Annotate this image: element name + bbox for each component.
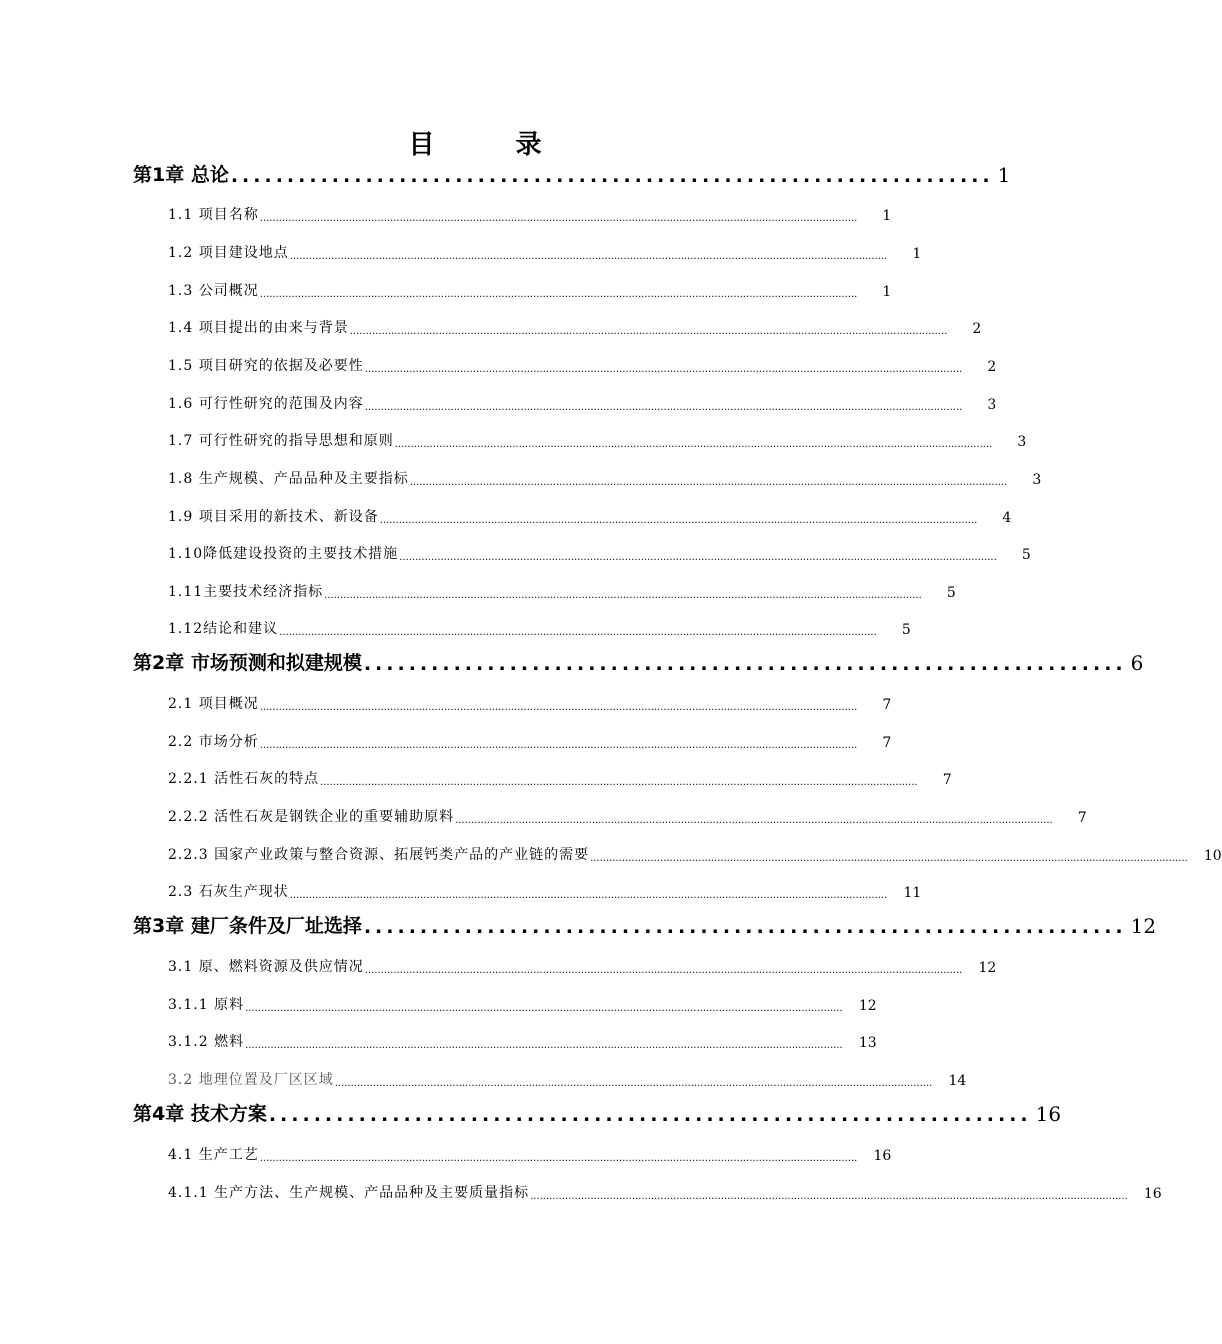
leader-dots: ............................................................................................................................................................................................ (259, 702, 858, 713)
section-label: 1.10降低建设投资的主要技术措施 (168, 546, 399, 562)
leader-dots: ............................................................................................................................................................................................ (590, 853, 1188, 864)
page-number: 1 (997, 163, 1011, 187)
toc-section-1-9[interactable] (168, 508, 1012, 526)
leader-dots: ............................................................................................................................................................................................ (409, 477, 1008, 488)
page-number: 6 (1130, 651, 1144, 675)
page-number: 7 (882, 697, 892, 713)
page-number: 11 (903, 885, 922, 901)
toc-chapter-2[interactable] (133, 649, 1144, 675)
leader-dots: ............................................................................................................................................................................................ (394, 439, 993, 450)
page-number: 12 (1130, 914, 1157, 938)
page-number: 3 (1032, 472, 1042, 488)
leader-dots: ............................................................................................................................................................................................ (245, 1003, 843, 1014)
section-label: 1.4 项目提出的由来与背景 (168, 320, 349, 336)
toc-title: 目 录 (408, 130, 578, 160)
leader-dots: ............................................................................................................................................................................................ (289, 251, 888, 262)
page-number: 2 (987, 359, 997, 375)
leader-dots: ............................................................................................................................................................................................ (364, 402, 963, 413)
page-number: 4 (1002, 510, 1012, 526)
page-number: 7 (942, 772, 952, 788)
section-label: 1.1 项目名称 (168, 207, 259, 223)
leader-dots: ............................................................................................................................................................................................ (259, 1153, 858, 1164)
page-number: 12 (858, 998, 877, 1014)
leader-dots: ............................................................................................................................................................................................ (245, 1040, 843, 1051)
chapter-label: 第2章 市场预测和拟建规模 (133, 652, 362, 674)
page-number: 2 (972, 321, 982, 337)
page-number: 16 (1035, 1102, 1062, 1126)
toc-section-1-4[interactable] (168, 319, 982, 337)
leader-dots: ............................................................................................................................................................................................ (364, 364, 963, 375)
toc-section-2-3[interactable] (168, 883, 922, 901)
leader-dots: ............................................................................................................................................................................................ (364, 965, 963, 976)
page-number: 1 (882, 284, 892, 300)
leader-dots: ............................................................................................................................................................................................ (334, 1078, 933, 1089)
toc-section-4-1-1[interactable] (168, 1184, 1162, 1202)
section-label: 3.1 原、燃料资源及供应情况 (168, 959, 364, 975)
toc-section-1-6[interactable] (168, 395, 997, 413)
toc-section-1-10[interactable] (168, 545, 1031, 563)
section-label: 2.2.1 活性石灰的特点 (168, 771, 320, 787)
leader-dots: .................................................................... (363, 916, 1127, 938)
toc-section-4-1[interactable] (168, 1146, 892, 1164)
page-number: 10 (1203, 848, 1222, 864)
page-number: 5 (1021, 547, 1031, 563)
chapter-label: 第3章 建厂条件及厂址选择 (133, 915, 362, 937)
chapter-label: 第1章 总论 (133, 164, 229, 186)
toc-section-1-12[interactable] (168, 620, 911, 638)
toc-section-1-8[interactable] (168, 470, 1042, 488)
section-label: 1.11主要技术经济指标 (168, 584, 324, 600)
page-number: 5 (946, 585, 956, 601)
section-label: 2.2.2 活性石灰是钢铁企业的重要辅助原料 (168, 809, 455, 825)
toc-section-1-3[interactable] (168, 282, 892, 300)
toc-section-1-2[interactable] (168, 244, 922, 262)
leader-dots: ............................................................................................................................................................................................ (349, 326, 948, 337)
leader-dots: ............................................................................................................................................................................................ (379, 515, 978, 526)
section-label: 1.8 生产规模、产品品种及主要指标 (168, 471, 409, 487)
toc-section-1-11[interactable] (168, 583, 956, 601)
section-label: 1.2 项目建设地点 (168, 245, 289, 261)
toc-section-2-1[interactable] (168, 695, 892, 713)
section-label: 4.1 生产工艺 (168, 1147, 259, 1163)
leader-dots: ............................................................................................................................................................................................ (455, 815, 1053, 826)
toc-section-2-2-2[interactable] (168, 808, 1087, 826)
leader-dots: .................................................................... (363, 653, 1127, 675)
section-label: 3.1.1 原料 (168, 997, 245, 1013)
page-number: 14 (948, 1073, 967, 1089)
page-number: 3 (987, 397, 997, 413)
leader-dots: ............................................................................................................................................................................................ (530, 1191, 1128, 1202)
section-label: 4.1.1 生产方法、生产规模、产品品种及主要质量指标 (168, 1185, 530, 1201)
section-label: 1.5 项目研究的依据及必要性 (168, 358, 364, 374)
page-number: 1 (912, 246, 922, 262)
leader-dots: .................................................................... (268, 1104, 1032, 1126)
toc-section-3-1-2[interactable] (168, 1033, 877, 1051)
toc-section-2-2[interactable] (168, 733, 892, 751)
page-number: 16 (1143, 1186, 1162, 1202)
leader-dots: ............................................................................................................................................................................................ (324, 590, 922, 601)
section-label: 2.3 石灰生产现状 (168, 884, 289, 900)
section-label: 1.9 项目采用的新技术、新设备 (168, 509, 379, 525)
toc-chapter-4[interactable] (133, 1100, 1062, 1126)
section-label: 1.3 公司概况 (168, 283, 259, 299)
section-label: 2.2.3 国家产业政策与整合资源、拓展钙类产品的产业链的需要 (168, 847, 590, 863)
page-number: 3 (1017, 434, 1027, 450)
page-number: 12 (978, 960, 997, 976)
section-label: 2.1 项目概况 (168, 696, 259, 712)
leader-dots: .................................................................... (230, 165, 994, 187)
leader-dots: ............................................................................................................................................................................................ (259, 213, 858, 224)
leader-dots: ............................................................................................................................................................................................ (259, 289, 858, 300)
toc-section-1-7[interactable] (168, 432, 1027, 450)
toc-section-1-5[interactable] (168, 357, 997, 375)
leader-dots: ............................................................................................................................................................................................ (399, 552, 997, 563)
toc-section-3-2[interactable] (168, 1071, 967, 1089)
page-number: 5 (901, 622, 911, 638)
section-label: 1.7 可行性研究的指导思想和原则 (168, 433, 394, 449)
toc-section-3-1[interactable] (168, 958, 997, 976)
toc-chapter-3[interactable] (133, 912, 1157, 938)
page-number: 7 (1077, 810, 1087, 826)
section-label: 2.2 市场分析 (168, 734, 259, 750)
section-label: 3.2 地理位置及厂区区域 (168, 1072, 334, 1088)
toc-chapter-1[interactable] (133, 161, 1011, 187)
section-label: 3.1.2 燃料 (168, 1034, 245, 1050)
leader-dots: ............................................................................................................................................................................................ (279, 627, 877, 638)
section-label: 1.6 可行性研究的范围及内容 (168, 396, 364, 412)
toc-section-2-2-1[interactable] (168, 770, 952, 788)
leader-dots: ............................................................................................................................................................................................ (259, 740, 858, 751)
page-number: 1 (882, 208, 892, 224)
chapter-label: 第4章 技术方案 (133, 1103, 267, 1125)
toc-section-2-2-3[interactable] (168, 846, 1222, 864)
toc-section-3-1-1[interactable] (168, 996, 877, 1014)
leader-dots: ............................................................................................................................................................................................ (320, 777, 918, 788)
page-number: 16 (873, 1148, 892, 1164)
section-label: 1.12结论和建议 (168, 621, 279, 637)
toc-section-1-1[interactable] (168, 206, 892, 224)
leader-dots: ............................................................................................................................................................................................ (289, 890, 888, 901)
page-number: 7 (882, 735, 892, 751)
page-number: 13 (858, 1035, 877, 1051)
